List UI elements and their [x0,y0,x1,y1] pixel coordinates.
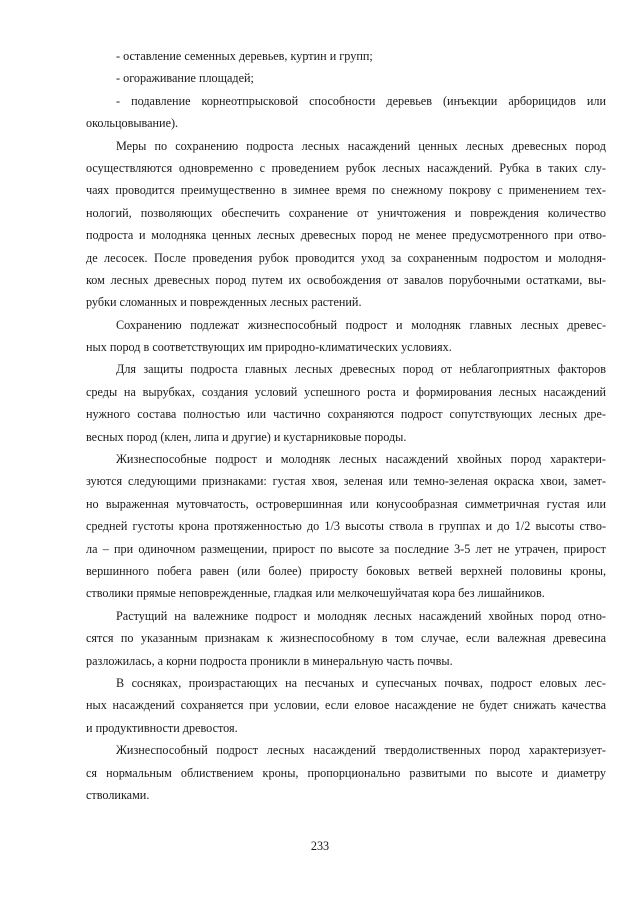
text-line: рубки сломанных и поврежденных лесных растений. [86,295,362,310]
text-line: стволиками. [86,787,150,802]
text-line: - подавление корнеотпрысковой способности деревьев (инъекции арборицидов или [116,93,606,108]
text-line: и продуктивности древостоя. [86,720,238,735]
paragraph [86,45,606,67]
page-number: 233 [310,839,330,853]
text-line: осуществляются одновременно с проведением рубок лесных насаждений. Рубка в таких слу- [86,160,606,175]
paragraph [86,67,606,89]
text-line: но выраженная мутовчатость, островершинная или конусообразная симметричная густая или [86,496,606,511]
text-line: Жизнеспособные подрост и молодняк лесных насаждений хвойных пород характери- [116,452,606,467]
paragraph [86,739,606,806]
paragraph [86,358,606,448]
text-line: де лесосек. После проведения рубок проводится уход за сохраненным подростом и молодня- [86,250,606,265]
text-line: подроста и молодняка ценных лесных древесных пород не менее предусмотренного при отво- [86,228,606,243]
text-line: - оставление семенных деревьев, куртин и групп; [116,49,373,63]
text-line: Для защиты подроста главных лесных древесных пород от неблагоприятных факторов [116,362,606,377]
text-line: сятся по указанным признакам к жизнеспособному в том случае, если валежная древесина [86,631,606,646]
text-line: нужного состава полностью или частично сохраняются подрост сопутствующих лесных дре- [86,407,606,422]
text-line: стволики прямые неповрежденные, гладкая или мелкочешуйчатая кора без лишайников. [86,586,545,601]
text-line: ных насаждений сохраняется при условии, если еловое насаждение не будет снижать качества [86,698,606,713]
text-line: - огораживание площадей; [116,71,254,86]
paragraph [86,90,606,135]
body-text [86,45,606,806]
paragraph [86,135,606,314]
paragraph [86,672,606,739]
text-line: ных пород в соответствующих им природно-климатических условиях. [86,340,452,355]
text-line: Меры по сохранению подроста лесных насаждений ценных лесных древесных пород [116,138,606,153]
text-line: Сохранению подлежат жизнеспособный подрост и молодняк главных лесных древес- [116,317,606,332]
text-line: ла – при одиночном размещении, прирост по высоте за последние 3-5 лет не утрачен, прирост [86,541,606,556]
text-line: В сосняках, произрастающих на песчаных и супесчаных почвах, подрост еловых лес- [116,675,606,690]
text-line: зуются следующими признаками: густая хвоя, зеленая или темно-зеленая окраска хвои, замет- [86,474,606,489]
text-line: окольцовывание). [86,116,179,131]
text-line: нологий, позволяющих обеспечить сохранение от уничтожения и повреждения количество [86,205,606,220]
text-line: чаях проводится преимущественно в зимнее время по снежному покрову с применением тех- [86,183,606,198]
text-line: Растущий на валежнике подрост и молодняк лесных насаждений хвойных пород отно- [116,608,606,623]
text-line: вершинного побега равен (или более) приросту боковых ветвей верхней половины кроны, [86,563,606,578]
text-line: разложилась, а корни подроста проникли в минеральную часть почвы. [86,653,453,668]
paragraph [86,605,606,672]
text-line: весных пород (клен, липа и другие) и кустарниковые породы. [86,429,407,444]
text-line: средней густоты крона протяженностью до 1/3 высоты ствола в группах и до 1/2 высоты ство- [86,519,606,534]
text-line: среды на вырубках, создания условий успешного роста и формирования лесных насаждений [86,384,606,399]
text-line: ком лесных древесных пород путем их освобождения от завалов порубочными остатками, вы- [86,272,606,287]
paragraph [86,448,606,605]
text-line: ся нормальным облиствением кроны, пропорционально развитыми по высоте и диаметру [86,765,606,780]
paragraph [86,314,606,359]
text-line: Жизнеспособный подрост лесных насаждений твердолиственных пород характеризует- [116,743,606,758]
